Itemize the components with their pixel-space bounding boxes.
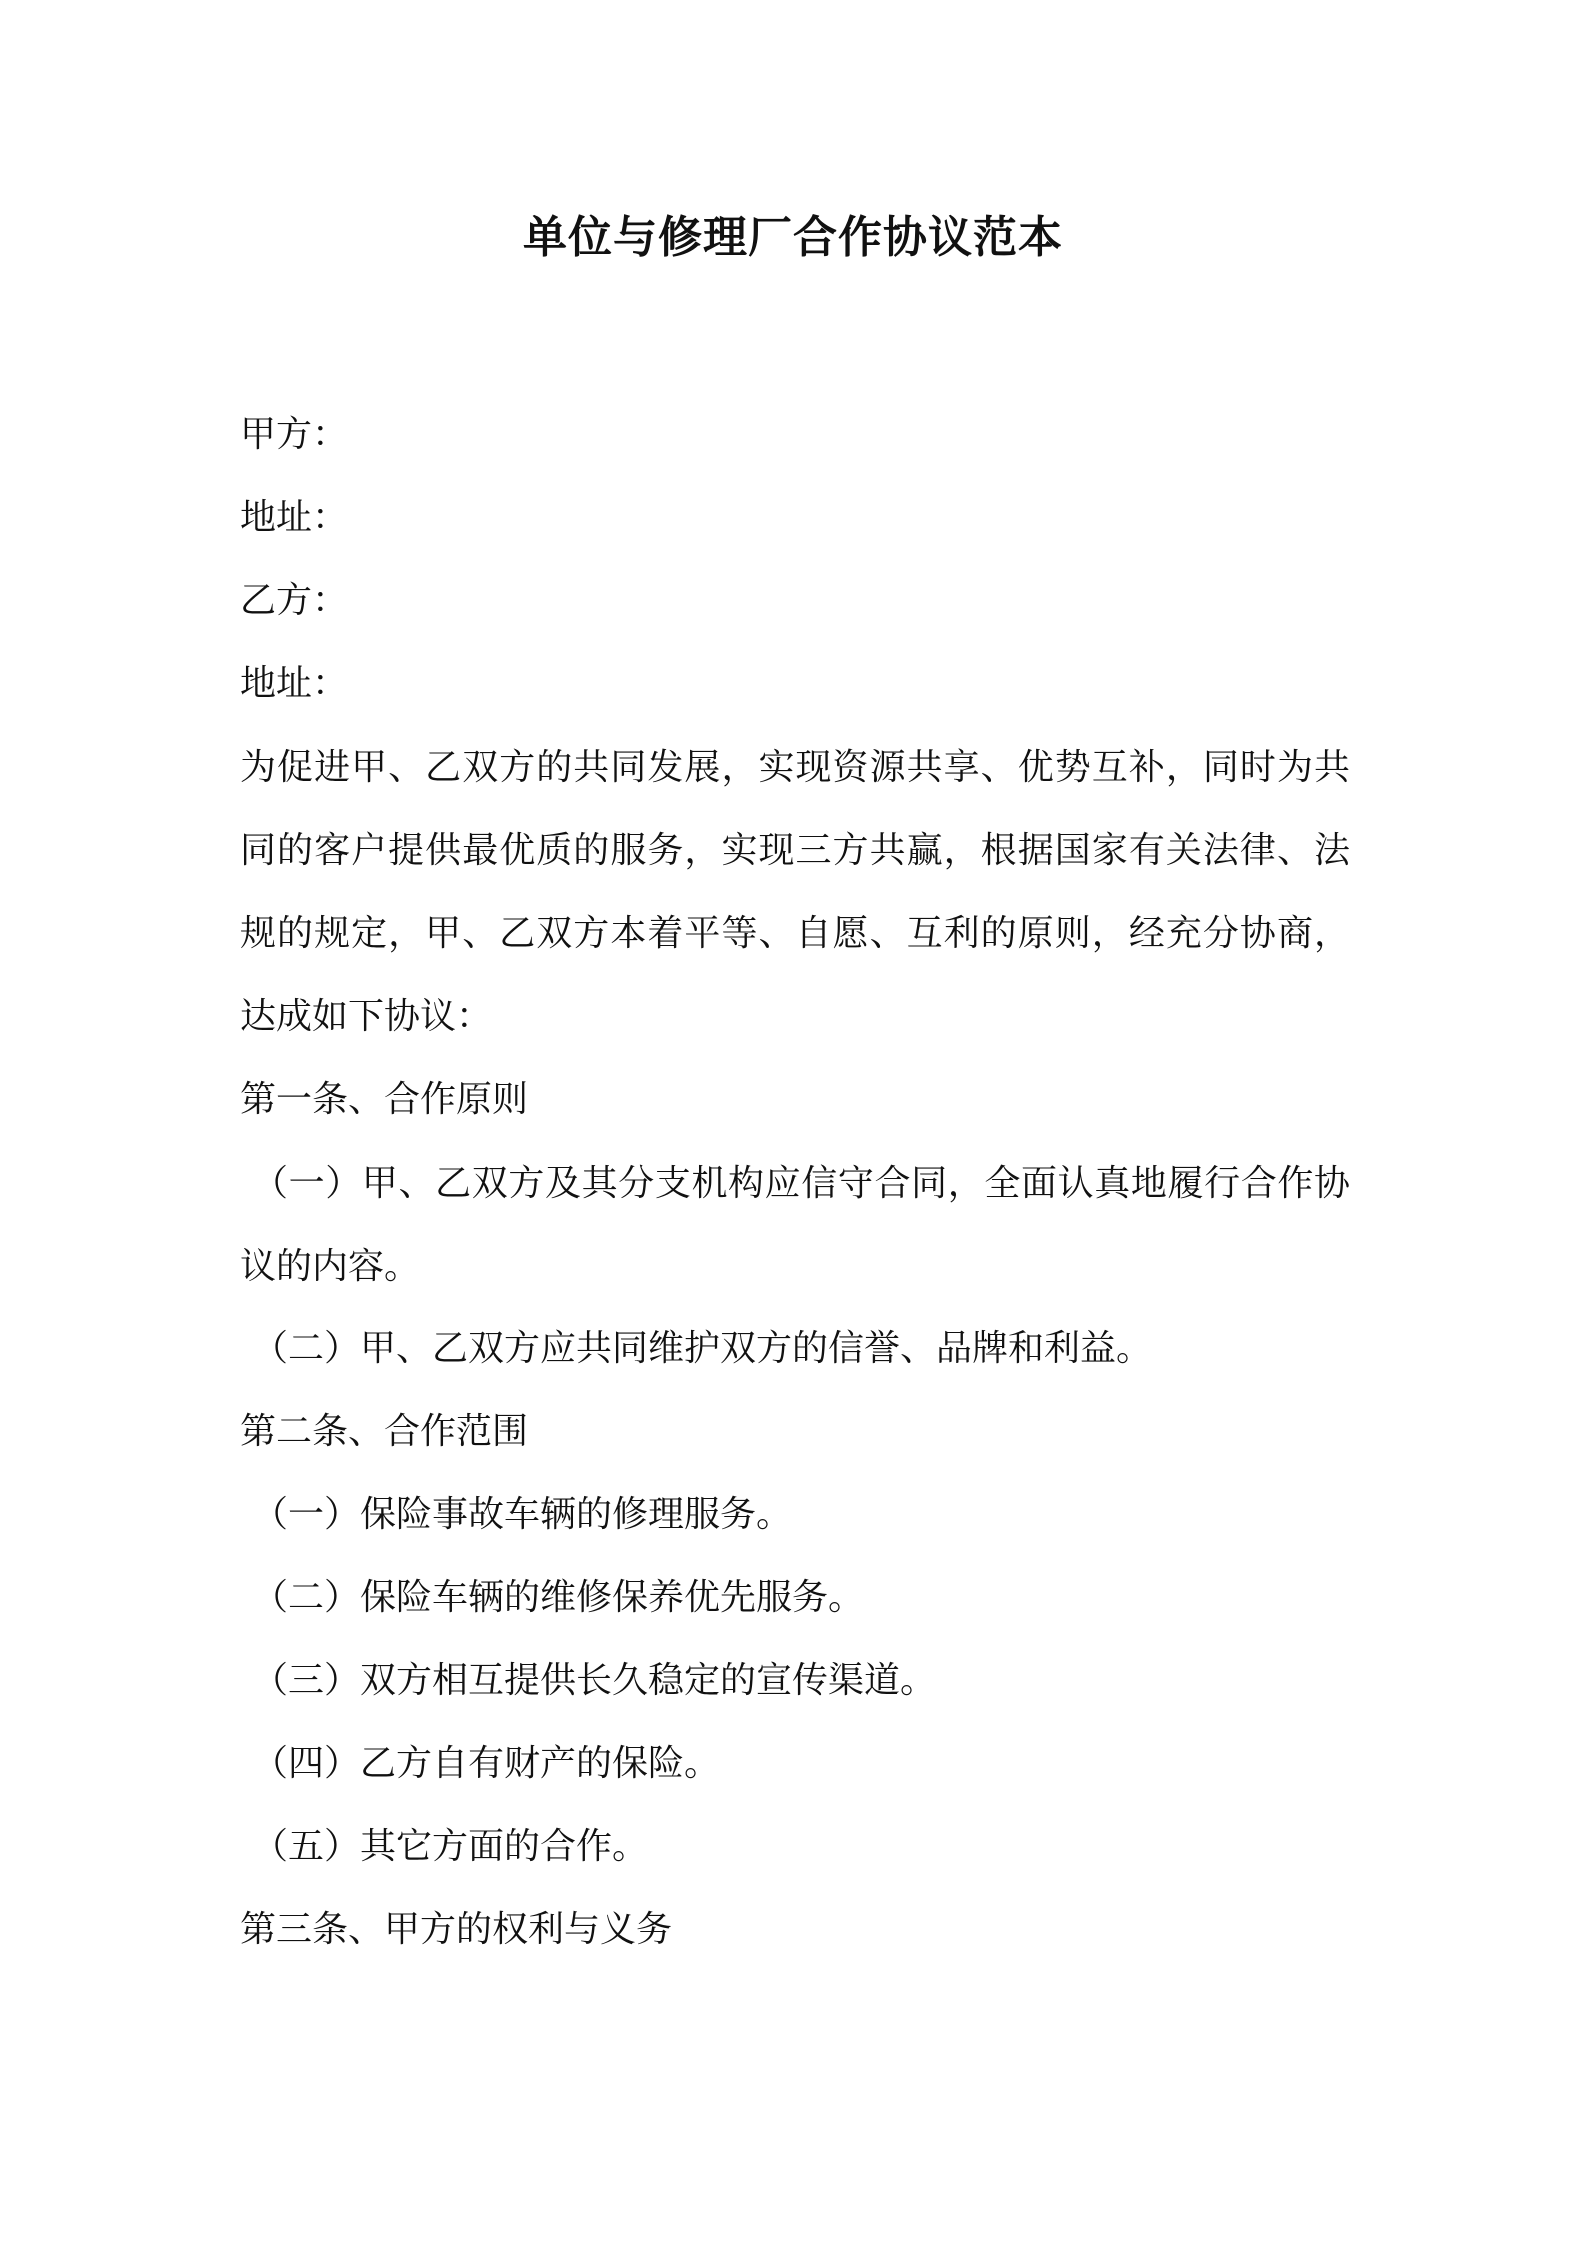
article-3-heading: 第三条、甲方的权利与义务 bbox=[240, 1909, 673, 1950]
party-b-label: 乙方： bbox=[240, 580, 349, 621]
document-title: 单位与修理厂合作协议范本 bbox=[523, 212, 1063, 263]
article-2-item-2: （二）保险车辆的维修保养优先服务。 bbox=[252, 1577, 865, 1618]
address-a-label: 地址： bbox=[240, 497, 349, 538]
address-b-label: 地址： bbox=[240, 663, 349, 704]
article-2-item-4: （四）乙方自有财产的保险。 bbox=[252, 1743, 721, 1784]
article-2-heading: 第二条、合作范围 bbox=[240, 1411, 529, 1452]
article-1-item-1: （一）甲、乙双方及其分支机构应信守合同，全面认真地履行合作协议的内容。 bbox=[240, 1163, 1350, 1287]
preamble-paragraph: 为促进甲、乙双方的共同发展，实现资源共享、优势互补，同时为共同的客户提供最优质的服务，实现三方共赢，根据国家有关法律、法规的规定，甲、乙双方本着平等、自愿、互利的原则，经充分协商，达成如下协议： bbox=[240, 747, 1350, 1037]
article-2-item-5: （五）其它方面的合作。 bbox=[252, 1826, 649, 1867]
article-1-item-2: （二）甲、乙双方应共同维护双方的信誉、品牌和利益。 bbox=[252, 1328, 1153, 1369]
article-1-heading: 第一条、合作原则 bbox=[240, 1079, 529, 1120]
article-2-item-1: （一）保险事故车辆的修理服务。 bbox=[252, 1494, 793, 1535]
party-a-label: 甲方： bbox=[240, 414, 349, 455]
article-2-item-3: （三）双方相互提供长久稳定的宣传渠道。 bbox=[252, 1660, 937, 1701]
